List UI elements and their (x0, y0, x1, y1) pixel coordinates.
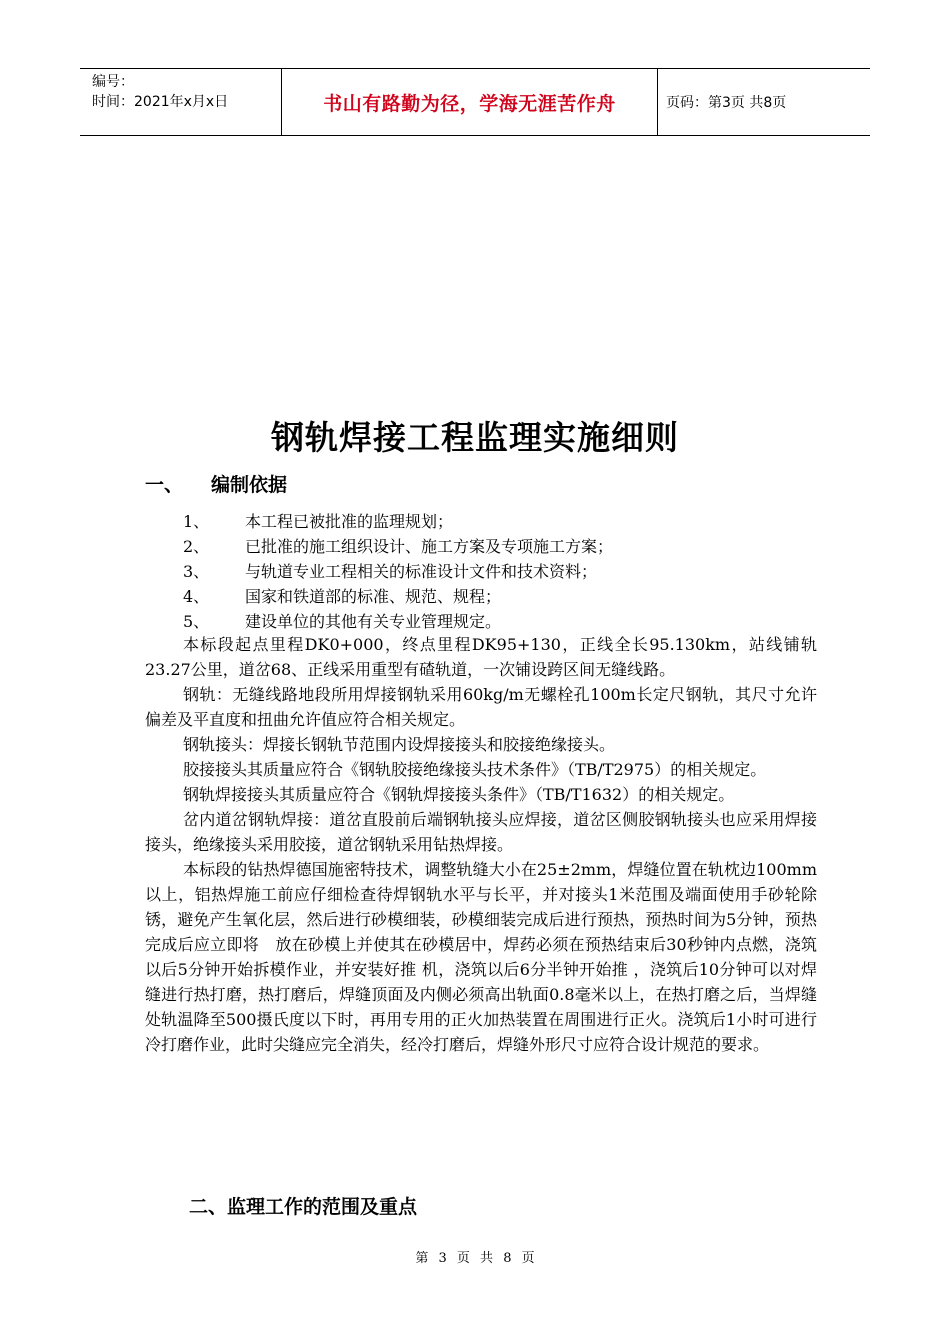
section-heading-2: 二、监理工作的范围及重点 (189, 1196, 418, 1218)
page-header (80, 68, 870, 136)
list-item-text: 本工程已被批准的监理规划； (245, 512, 454, 531)
list-item (183, 534, 613, 559)
header-motto-cell (282, 69, 658, 135)
paragraph: 钢轨：无缝线路地段所用焊接钢轨采用60kg/m无螺栓孔100m长定尺钢轨，其尺寸允许偏差及平直度和扭曲允许值应符合相关规定。 (145, 685, 817, 729)
list-item-number: 2、 (183, 537, 210, 556)
header-meta (80, 69, 282, 135)
list-item (183, 509, 613, 534)
paragraph: 胶接接头其质量应符合《钢轨胶接绝缘接头技术条件》（TB/T2975）的相关规定。 (183, 760, 767, 779)
body-text (145, 632, 817, 1057)
list-item-number: 5、 (183, 612, 210, 631)
list-item-number: 1、 (183, 512, 210, 531)
list-item (183, 584, 613, 609)
list-item-text: 与轨道专业工程相关的标准设计文件和技术资料； (245, 562, 598, 581)
list-item (183, 609, 613, 634)
list-item-text: 建设单位的其他有关专业管理规定。 (245, 612, 502, 631)
section-heading-1 (145, 470, 287, 497)
section-title: 编制依据 (211, 474, 288, 496)
header-page-cell (658, 69, 870, 135)
paragraph: 钢轨接头：焊接长钢轨节范围内设焊接接头和胶接绝缘接头。 (183, 735, 616, 754)
basis-list (183, 509, 613, 634)
list-item (183, 559, 613, 584)
document-title: 钢轨焊接工程监理实施细则 (271, 418, 679, 457)
list-item-text: 已批准的施工组织设计、施工方案及专项施工方案； (245, 537, 614, 556)
serial-label: 编号： (92, 74, 134, 90)
header-page-label: 页码：第3页 共8页 (666, 95, 787, 111)
paragraph: 钢轨焊接接头其质量应符合《钢轨焊接接头条件》（TB/T1632）的相关规定。 (183, 785, 735, 804)
list-item-number: 3、 (183, 562, 210, 581)
paragraph: 本标段起点里程DK0+000，终点里程DK95+130，正线全长95.130km，站线铺轨23.27公里，道岔68、正线采用重型有碴轨道，一次铺设跨区间无缝线路。 (145, 635, 817, 679)
page-footer: 第 3 页 共 8 页 (415, 1251, 535, 1266)
paragraph: 本标段的钻热焊德国施密特技术，调整轨缝大小在25±2mm，焊缝位置在轨枕边100mm以上，铝热焊施工前应仔细检查待焊钢轨水平与长平，并对接头1米范围及端面使用手砂轮除锈，避免产生氧化层，然后进行砂模细装，砂模细装完成后进行预热，预热时间为5分钟，预热完成后应立即将 放在砂模上并使其在砂模居中，焊药必须在预热结束后30秒钟内点燃，浇筑以后5分钟开始拆模作业，并安装好推 机，浇筑以后6分半钟开始推 ，浇筑后10分钟可以对焊缝进行热打磨，热打磨后，焊缝顶面及内侧必须高出轨面0.8毫米以上，在热打磨之后，当焊缝处轨温降至500摄氏度以下时，再用专用的正火加热装置在周围进行正火。浇筑后1小时可进行冷打磨作业，此时尖缝应完全消失，经冷打磨后，焊缝外形尺寸应符合设计规范的要求。 (145, 860, 817, 1054)
list-item-text: 国家和铁道部的标准、规范、规程； (245, 587, 502, 606)
header-motto: 书山有路勤为径，学海无涯苦作舟 (323, 92, 616, 115)
list-item-number: 4、 (183, 587, 210, 606)
date-label: 时间：2021年x月x日 (92, 94, 229, 110)
paragraph: 岔内道岔钢轨焊接：道岔直股前后端钢轨接头应焊接，道岔区侧胶钢轨接头也应采用焊接接头，绝缘接头采用胶接，道岔钢轨采用钻热焊接。 (145, 810, 817, 854)
section-number: 一、 (145, 474, 184, 496)
